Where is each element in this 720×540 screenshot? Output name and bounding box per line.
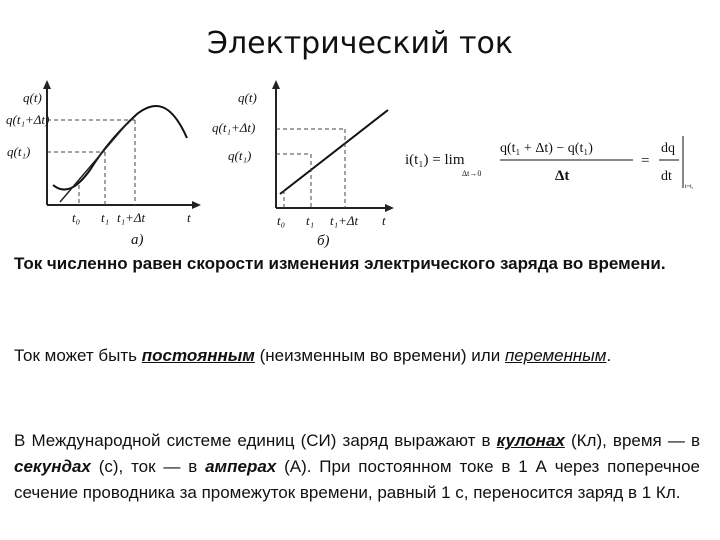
formula-dq: dq [661, 141, 675, 156]
text-part: (Кл), время — в [564, 431, 701, 450]
x-label-t1: t₁ [306, 213, 315, 228]
formula-dt: dt [661, 169, 672, 184]
graph-a [5, 80, 205, 250]
term-seconds: секундах [14, 457, 91, 476]
y-arrow [43, 80, 51, 89]
x-label-t1-dt: t₁+Δt [330, 213, 359, 228]
y-label-q-t1-dt: q(t₁+Δt) [6, 112, 50, 127]
x-label-t: t [187, 210, 191, 225]
formula-numerator: q(t₁ + Δt) − q(t₁) [500, 141, 593, 156]
term-constant: постоянным [141, 346, 255, 365]
text-part: (неизменным во времени) или [254, 346, 505, 365]
paragraph-units [14, 428, 700, 506]
term-coulombs: кулонах [496, 431, 565, 450]
y-label-q-t1: q(t₁) [7, 144, 31, 159]
x-label-t1: t₁ [101, 210, 110, 225]
charge-curve [53, 106, 187, 190]
text-part: . [606, 346, 612, 365]
paragraph-types [14, 343, 700, 369]
x-arrow [385, 204, 394, 212]
text-part: (А). При постоянном токе в 1 А через поперечное сечение проводника за промежуток времени, равный 1 с, переносится заряд в 1 Кл. [14, 457, 700, 502]
formula-lhs: i(t₁) = lim [405, 152, 465, 168]
x-label-t0: t₀ [277, 213, 286, 228]
formula-denominator: Δt [555, 168, 570, 184]
graph-caption: б) [317, 233, 330, 249]
term-amperes: амперах [205, 457, 277, 476]
graph-b [210, 80, 400, 250]
y-label-q-t1: q(t₁) [228, 148, 252, 163]
charge-line [280, 110, 388, 194]
x-label-t1-dt: t₁+Δt [117, 210, 146, 225]
y-arrow [272, 80, 280, 89]
graph-caption: а) [131, 232, 144, 248]
x-label-t0: t₀ [72, 210, 81, 225]
slide-title: Электрический ток [207, 26, 513, 61]
paragraph-definition: Ток численно равен скорости изменения электрического заряда во времени. [14, 254, 666, 273]
formula-equals: = [641, 153, 650, 169]
y-label-q: q(t) [23, 90, 42, 105]
term-variable: переменным [504, 346, 607, 365]
current-formula [405, 130, 694, 195]
text-part: Ток может быть [14, 346, 142, 365]
formula-eval: t=t₁ [685, 184, 694, 190]
y-label-q-t1-dt: q(t₁+Δt) [212, 120, 256, 135]
y-label-q: q(t) [238, 90, 257, 105]
text-part: В Международной системе единиц (СИ) заряд выражают в [14, 431, 497, 450]
formula-limit: Δt→0 [462, 169, 482, 178]
x-arrow [192, 201, 201, 209]
text-part: (с), ток — в [90, 457, 206, 476]
x-label-t: t [382, 213, 386, 228]
